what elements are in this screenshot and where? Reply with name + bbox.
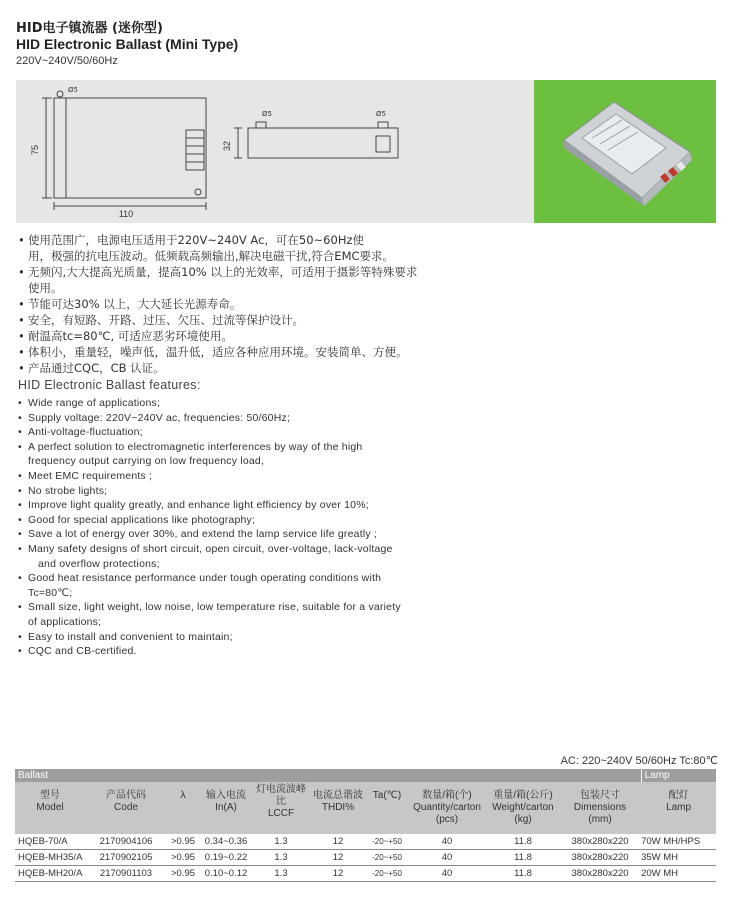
cell-dimensions: 380x280x220 — [559, 850, 641, 866]
cell-lccf: 1.3 — [253, 834, 309, 850]
cell-model: HQEB-MH35/A — [15, 850, 85, 866]
feature-en-item: • Save a lot of energy over 30%, and extend the lamp service life greatly ; — [18, 527, 538, 542]
feature-en-item: • Meet EMC requirements ; — [18, 469, 538, 484]
feature-en-item: • Anti-voltage-fluctuation; — [18, 425, 538, 440]
col-header-lamp: 配灯 Lamp — [641, 782, 716, 834]
col-header-lambda: λ — [167, 782, 199, 834]
cell-quantity: 40 — [407, 850, 487, 866]
cell-lamp: 35W MH — [641, 850, 716, 866]
group-ballast: Ballast — [15, 769, 641, 782]
col-header-thdi: 电流总谐波 THDI% — [309, 782, 367, 834]
spec-table-wrapper — [15, 769, 716, 882]
feature-cn-item: • 无频闪,大大提高光质量，提高10% 以上的光效率，可适用于摄影等特殊要求 — [18, 264, 498, 280]
features-en-list — [18, 396, 538, 659]
feature-en-item: • Easy to install and convenient to maintain; — [18, 630, 538, 645]
cell-thdi: 12 — [309, 850, 367, 866]
feature-en-item: • Supply voltage: 220V~240V ac, frequencies: 50/60Hz; — [18, 411, 538, 426]
col-header-lccf: 灯电流波峰比 LCCF — [253, 782, 309, 834]
col-header-input-current: 输入电流 In(A) — [199, 782, 253, 834]
cell-lccf: 1.3 — [253, 866, 309, 882]
dimension-drawing-panel — [16, 80, 534, 223]
ballast-photo — [534, 80, 716, 223]
cell-quantity: 40 — [407, 834, 487, 850]
cell-lambda: >0.95 — [167, 834, 199, 850]
feature-cn-continuation: 用，极强的抗电压波动。低频载高频输出,解决电磁干扰,符合EMC要求。 — [28, 249, 395, 263]
cell-weight: 11.8 — [487, 834, 559, 850]
cell-code: 2170902105 — [85, 850, 167, 866]
cell-thdi: 12 — [309, 866, 367, 882]
cell-lamp: 70W MH/HPS — [641, 834, 716, 850]
table-row — [15, 850, 716, 866]
cell-dimensions: 380x280x220 — [559, 834, 641, 850]
col-header-code: 产品代码 Code — [85, 782, 167, 834]
cell-thdi: 12 — [309, 834, 367, 850]
dim-height-label: 75 — [30, 144, 40, 156]
feature-en-item: • Wide range of applications; — [18, 396, 538, 411]
feature-en-item: • Good for special applications like photography; — [18, 513, 538, 528]
table-column-headers — [15, 782, 716, 834]
spec-table — [15, 769, 716, 882]
col-header-quantity: 数量/箱(个) Quantity/carton (pcs) — [407, 782, 487, 834]
feature-en-item: • CQC and CB-certified. — [18, 644, 538, 659]
feature-en-continuation: frequency output carrying on low frequency load, — [28, 455, 265, 468]
table-group-header — [15, 769, 716, 782]
cell-model: HQEB-MH20/A — [15, 866, 85, 882]
cell-quantity: 40 — [407, 866, 487, 882]
feature-en-item: • Small size, light weight, low noise, low temperature rise, suitable for a variety — [18, 600, 538, 615]
cell-ta: -20~+50 — [367, 834, 407, 850]
title-cn: HID电子镇流器 (迷你型) — [16, 21, 163, 36]
cell-ta: -20~+50 — [367, 866, 407, 882]
ac-note: AC: 220~240V 50/60Hz Tc:80℃ — [560, 755, 718, 767]
feature-cn-item: • 产品通过CQC，CB 认证。 — [18, 360, 498, 376]
hole-label-side-right: Ø5 — [376, 110, 386, 118]
hole-label-side-left: Ø5 — [262, 110, 272, 118]
feature-en-continuation: and overflow protections; — [38, 557, 160, 570]
voltage-subtitle: 220V~240V/50/60Hz — [16, 55, 118, 67]
feature-en-item: • Many safety designs of short circuit, open circuit, over-voltage, lack-voltage — [18, 542, 538, 557]
table-row — [15, 866, 716, 882]
cell-code: 2170904106 — [85, 834, 167, 850]
cell-input-current: 0.10~0.12 — [199, 866, 253, 882]
dim-width-label: 110 — [118, 209, 134, 219]
product-photo-panel — [534, 80, 716, 223]
table-row — [15, 834, 716, 850]
cell-lamp: 20W MH — [641, 866, 716, 882]
hole-label-front: Ø5 — [68, 86, 78, 94]
title-en: HID Electronic Ballast (Mini Type) — [16, 36, 239, 52]
cell-dimensions: 380x280x220 — [559, 866, 641, 882]
cell-input-current: 0.34~0.36 — [199, 834, 253, 850]
feature-cn-item: • 节能可达30% 以上，大大延长光源寿命。 — [18, 296, 498, 312]
cell-weight: 11.8 — [487, 866, 559, 882]
cell-code: 2170901103 — [85, 866, 167, 882]
feature-cn-item: • 体积小，重量轻，噪声低，温升低，适应各种应用环境。安装简单、方便。 — [18, 344, 498, 360]
feature-en-item: • Improve light quality greatly, and enhance light efficiency by over 10%; — [18, 498, 538, 513]
cell-lambda: >0.95 — [167, 850, 199, 866]
features-en-title: HID Electronic Ballast features: — [18, 378, 201, 392]
feature-cn-item: • 耐温高tc=80℃, 可适应恶劣环境使用。 — [18, 328, 498, 344]
cell-lambda: >0.95 — [167, 866, 199, 882]
dimension-drawing — [16, 80, 534, 223]
feature-en-item: • No strobe lights; — [18, 484, 538, 499]
col-header-weight: 重量/箱(公斤) Weight/carton (kg) — [487, 782, 559, 834]
cell-ta: -20~+50 — [367, 850, 407, 866]
feature-cn-item: • 安全，有短路、开路、过压、欠压、过流等保护设计。 — [18, 312, 498, 328]
cell-model: HQEB-70/A — [15, 834, 85, 850]
feature-en-continuation: of applications; — [28, 615, 102, 628]
cell-input-current: 0.19~0.22 — [199, 850, 253, 866]
feature-en-continuation: Tc=80℃; — [28, 586, 73, 599]
features-cn-list — [18, 232, 498, 376]
col-header-dimensions: 包装尺寸 Dimensions (mm) — [559, 782, 641, 834]
feature-cn-continuation: 使用。 — [28, 281, 63, 295]
group-lamp: Lamp — [641, 769, 716, 782]
cell-weight: 11.8 — [487, 850, 559, 866]
col-header-ta: Ta(℃) — [367, 782, 407, 834]
feature-cn-item: • 使用范围广，电源电压适用于220V~240V Ac，可在50~60Hz使 — [18, 232, 498, 248]
feature-en-item: • A perfect solution to electromagnetic interferences by way of the high — [18, 440, 538, 455]
feature-en-item: • Good heat resistance performance under tough operating conditions with — [18, 571, 538, 586]
dim-depth-label: 32 — [222, 140, 232, 152]
cell-lccf: 1.3 — [253, 850, 309, 866]
ballast-front-outline — [54, 98, 206, 198]
col-header-model: 型号 Model — [15, 782, 85, 834]
